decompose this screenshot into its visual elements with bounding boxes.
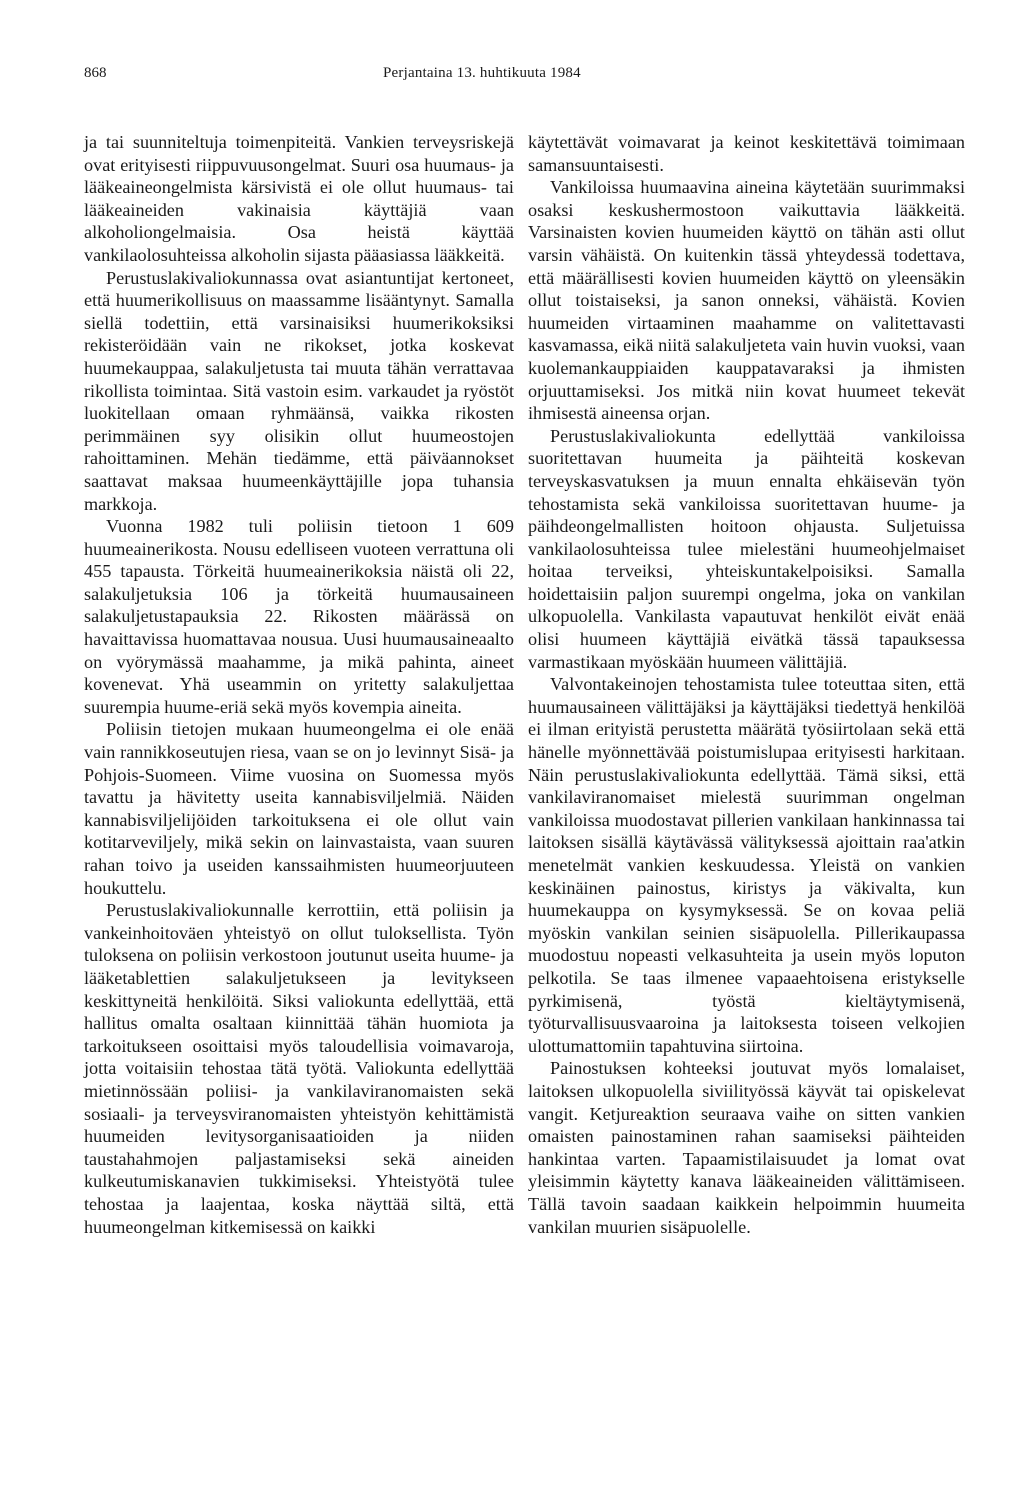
paragraph: Perustuslakivaliokunnassa ovat asiantuntijat kertoneet, että huumerikollisuus on maassamme lisääntynyt. Samalla siellä todettiin, että varsinaisiksi huumerikoksiksi rekisteröidään vain ne rikokset, jotka koskevat huumekauppaa, salakuljetusta tai muuta tähän verrattavaa rikollista toimintaa. Sitä vastoin esim. varkaudet ja ryöstöt luokitellaan omaan ryhmäänsä, vaikka rikosten perimmäinen syy olisikin ollut huumeostojen rahoittaminen. Mehän tiedämme, että päiväannokset saattavat maksaa huumeenkäyttäjille jopa tuhansia markkoja. — [84, 267, 514, 514]
paragraph: Poliisin tietojen mukaan huumeongelma ei ole enää vain rannikkoseutujen riesa, vaan se on jo levinnyt Sisä- ja Pohjois-Suomeen. Viime vuosina on Suomessa myös tavattu ja hävitetty useita kannabisviljelmiä. Näiden kannabisviljelijöiden tarkoituksena ei ole ollut vain kotitarveviljely, mikä sekin on lainvastaista, vaan suuren rahan toivo ja useiden kanssaihmisten huumeorjuuteen houkuttelu. — [84, 719, 514, 898]
paragraph: Perustuslakivaliokunta edellyttää vankiloissa suoritettavan huumeita ja päihteitä koskevan terveyskasvatuksen ja muun ennalta ehkäisevän työn tehostamista sekä vankiloissa suoritettavan huume- ja päihdeongelmallisten hoitoon ohjausta. Suljetuissa vankilaolosuhteissa tulee mielestäni huumeohjelmaiset hoitaa terveiksi, yhteiskuntakelpoisiksi. Samalla hoidettaisiin paljon suurempi ongelma, joka on vankilan ulkopuolella. Vankilasta vapautuvat henkilöt eivät enää olisi huumeen käyttäjiä eivätkä tässä tapauksessa varmastikaan myöskään huumeen välittäjiä. — [528, 425, 965, 672]
page-number: 868 — [84, 65, 107, 81]
paragraph: Vuonna 1982 tuli poliisin tietoon 1 609 huumeainerikosta. Nousu edelliseen vuoteen verrattuna oli 455 tapausta. Törkeitä huumeainerikoksia näistä oli 22, salakuljetuksia 106 ja törkeitä huumausaineen salakuljetustapauksia 22. Rikosten määrässä on havaittavissa huomattavaa nousua. Uusi huumausaineaalto on vyörymässä maahamme, ja mikä pahinta, aineet kovenevat. Yhä useammin on yritetty salakuljettaa suurempia huume-eriä sekä myös kovempia aineita. — [84, 516, 514, 717]
paragraph: ja tai suunniteltuja toimenpiteitä. Vankien terveysriskejä ovat erityisesti riippuvuusongelmat. Suuri osa huumaus- ja lääkeaineongelmista kärsivistä ei ole ollut huumaus- tai lääkeaineiden vakinaisia käyttäjiä vaan alkoholiongelmaisia. Osa heistä käyttää vankilaolosuhteissa alkoholin sijasta pääasiassa lääkkeitä. — [84, 132, 514, 265]
paragraph: käytettävät voimavarat ja keinot keskitettävä toimimaan samansuuntaisesti. — [528, 132, 965, 175]
paragraph: Vankiloissa huumaavina aineina käytetään suurimmaksi osaksi keskushermostoon vaikuttavia lääkkeitä. Varsinaisten kovien huumeiden käyttö on tähän asti ollut varsin vähäistä. On kuitenkin tässä yhteydessä todettava, että määrällisesti kovien huumeiden käyttö on yleensäkin ollut toistaiseksi, ja sanon onneksi, vähäistä. Kovien huumeiden virtaaminen maahamme on valitettavasti kasvamassa, eikä niitä salakuljeteta vain huvin vuoksi, vaan kuolemankauppiaiden kauppatavaraksi ja ihmisten orjuuttamiseksi. Jos mitkä niin kovat huumeet tekevät ihmisestä aineensa orjan. — [528, 177, 965, 424]
paragraph: Painostuksen kohteeksi joutuvat myös lomalaiset, laitoksen ulkopuolella siviilityössä käyvät tai opiskelevat vangit. Ketjureaktion seuraava vaihe on sitten vankien omaisten painostaminen rahan saamiseksi päihteiden hankintaa varten. Tapaamistilaisuudet ja lomat ovat yleisimmin käytetty kanava lääkeaineiden välittämiseen. Tällä tavoin saadaan kaikkein helpoimmin huumeita vankilan muurien sisäpuolelle. — [528, 1058, 965, 1237]
right-column — [528, 131, 965, 1238]
left-column — [84, 131, 514, 1238]
paragraph: Perustuslakivaliokunnalle kerrottiin, että poliisin ja vankeinhoitoväen yhteistyö on ollut tuloksellista. Työn tuloksena on poliisin verkostoon joutunut useita huume- ja lääketablettien salakuljetukseen ja levitykseen keskittyneitä henkilöitä. Siksi valiokunta edellyttää, että hallitus omalta osaltaan kiinnittää tähän huomiota ja tarkoitukseen osoittaisi myös taloudellisia voimavaroja, jotta voitaisiin tehostaa tätä työtä. Valiokunta edellyttää mietinnössään poliisi- ja vankilaviranomaisten sekä sosiaali- ja terveysviranomaisten yhteistyön kehittämistä huumeiden levitysorganisaatioiden ja niiden taustahahmojen paljastamiseksi sekä aineiden kulkeutumiskanavien tukkimiseksi. Yhteistyötä tulee tehostaa ja laajentaa, koska näyttää siltä, että huumeongelman kitkemisessä on kaikki — [84, 900, 514, 1237]
paragraph: Valvontakeinojen tehostamista tulee toteuttaa siten, että huumausaineen välittäjäksi ja käyttäjäksi tiedettyä henkilöä ei ilman erityistä perustetta määrätä työsiirtolaan sekä että hänelle myönnettävää poistumislupaa erityisesti harkitaan. Näin perustuslakivaliokunta edellyttää. Tämä siksi, että vankilaviranomaiset mielestä suurimman ongelman vankiloissa muodostavat pillerien vankilaan hankinnassa tai laitoksen sisällä käytävässä välityksessä ajoittain raa'atkin menetelmät vankien keskuudessa. Yleistä on vankien keskinäinen painostus, kiristys ja väkivalta, kun huumekauppa on kysymyksessä. Se on kovaa peliä myöskin vankilan seinien sisäpuolella. Pillerikaupassa muodostuu nopeasti velkasuhteita ja usein myös loputon pelkotila. Se taas ilmenee vapaaehtoisena eristykselle pyrkimisenä, työstä kieltäytymisenä, työturvallisuusvaaroina ja laitoksesta toiseen velkojien ulottumattomiin tapahtuvina siirtoina. — [528, 674, 965, 1056]
running-header: Perjantaina 13. huhtikuuta 1984 — [383, 65, 581, 81]
